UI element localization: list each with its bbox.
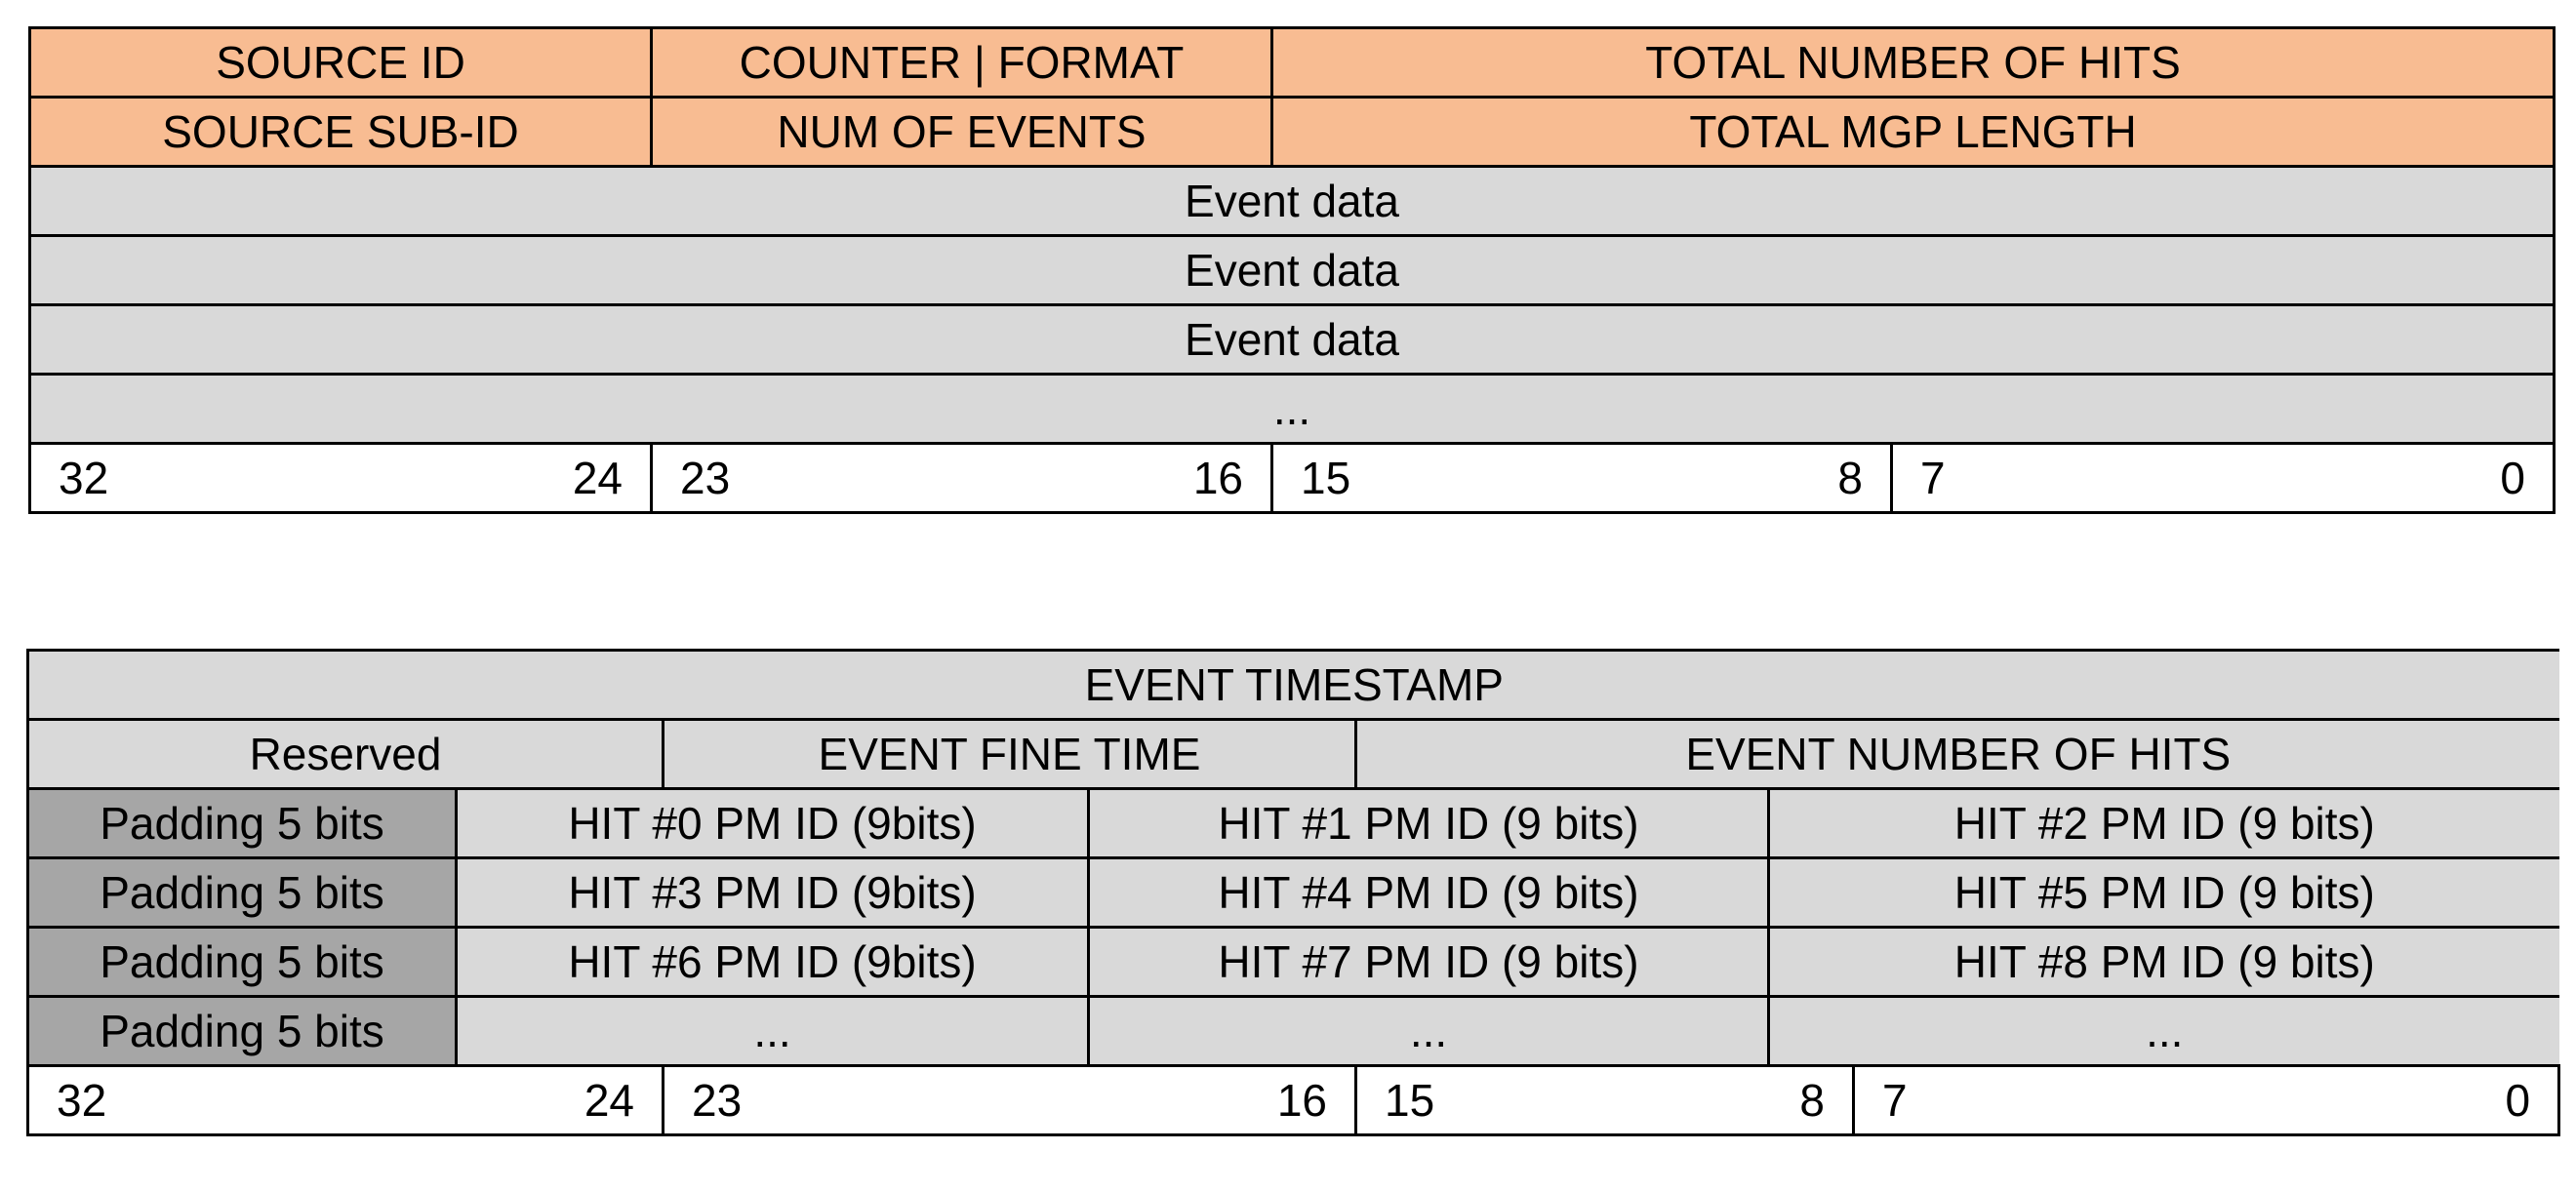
bit-range-cell [28, 1066, 664, 1135]
ellipsis-row [30, 375, 2555, 444]
event-data-row [30, 236, 2555, 305]
bit-label: 16 [1276, 1075, 1327, 1126]
bit-label: 32 [57, 1075, 107, 1126]
source-id-cell: SOURCE ID [30, 28, 652, 98]
bit-range-cell [1892, 444, 2555, 513]
hit-pm-id-cell: HIT #2 PM ID (9 bits) [1769, 789, 2559, 858]
event-data-row [30, 167, 2555, 236]
bit-label: 0 [2505, 1075, 2531, 1126]
total-number-of-hits-cell: TOTAL NUMBER OF HITS [1272, 28, 2555, 98]
event-data-cell: Event data [30, 167, 2555, 236]
hit-row [28, 858, 2559, 928]
padding-cell: Padding 5 bits [28, 928, 457, 997]
bit-label: 8 [1837, 453, 1863, 503]
ellipsis-cell: ... [1769, 997, 2559, 1066]
hit-pm-id-cell: HIT #7 PM ID (9 bits) [1089, 928, 1769, 997]
event-format-table [26, 649, 2560, 1136]
hit-pm-id-cell: HIT #0 PM ID (9bits) [457, 789, 1089, 858]
reserved-cell: Reserved [28, 720, 664, 789]
bit-label: 15 [1385, 1075, 1435, 1126]
bit-range-cell [652, 444, 1272, 513]
bit-label: 0 [2500, 453, 2526, 503]
bit-label: 7 [1882, 1075, 1908, 1126]
bit-label: 24 [584, 1075, 634, 1126]
event-timestamp-row [28, 651, 2559, 720]
data-packet-header-table [28, 26, 2556, 514]
bit-position-row [30, 444, 2555, 513]
hit-pm-id-cell: HIT #5 PM ID (9 bits) [1769, 858, 2559, 928]
hit-row [28, 789, 2559, 858]
bit-label: 32 [59, 453, 109, 503]
bit-label: 8 [1799, 1075, 1825, 1126]
hit-pm-id-cell: HIT #6 PM ID (9bits) [457, 928, 1089, 997]
bit-range-cell [1272, 444, 1892, 513]
num-of-events-cell: NUM OF EVENTS [652, 98, 1272, 167]
bit-label: 23 [680, 453, 731, 503]
bit-label: 23 [692, 1075, 743, 1126]
header-row-2 [30, 98, 2555, 167]
event-fine-time-cell: EVENT FINE TIME [664, 720, 1356, 789]
bit-range-cell [664, 1066, 1356, 1135]
event-data-row [30, 305, 2555, 375]
event-data-cell: Event data [30, 236, 2555, 305]
total-mgp-length-cell: TOTAL MGP LENGTH [1272, 98, 2555, 167]
bit-range-cell [1854, 1066, 2559, 1135]
event-number-of-hits-cell: EVENT NUMBER OF HITS [1356, 720, 2559, 789]
bit-label: 16 [1192, 453, 1243, 503]
counter-format-cell: COUNTER | FORMAT [652, 28, 1272, 98]
ellipsis-cell: ... [1089, 997, 1769, 1066]
padding-cell: Padding 5 bits [28, 997, 457, 1066]
source-sub-id-cell: SOURCE SUB-ID [30, 98, 652, 167]
event-timestamp-cell: EVENT TIMESTAMP [28, 651, 2559, 720]
ellipsis-cell: ... [30, 375, 2555, 444]
ellipsis-cell: ... [457, 997, 1089, 1066]
hit-row [28, 997, 2559, 1066]
bit-label: 7 [1920, 453, 1946, 503]
bit-label: 15 [1301, 453, 1351, 503]
hit-row [28, 928, 2559, 997]
bit-position-row [28, 1066, 2559, 1135]
event-data-cell: Event data [30, 305, 2555, 375]
bit-label: 24 [572, 453, 623, 503]
bit-range-cell [30, 444, 652, 513]
header-row-1 [30, 28, 2555, 98]
hit-pm-id-cell: HIT #3 PM ID (9bits) [457, 858, 1089, 928]
hit-pm-id-cell: HIT #4 PM ID (9 bits) [1089, 858, 1769, 928]
bit-range-cell [1356, 1066, 1854, 1135]
padding-cell: Padding 5 bits [28, 858, 457, 928]
padding-cell: Padding 5 bits [28, 789, 457, 858]
hit-pm-id-cell: HIT #1 PM ID (9 bits) [1089, 789, 1769, 858]
hit-pm-id-cell: HIT #8 PM ID (9 bits) [1769, 928, 2559, 997]
event-info-row [28, 720, 2559, 789]
